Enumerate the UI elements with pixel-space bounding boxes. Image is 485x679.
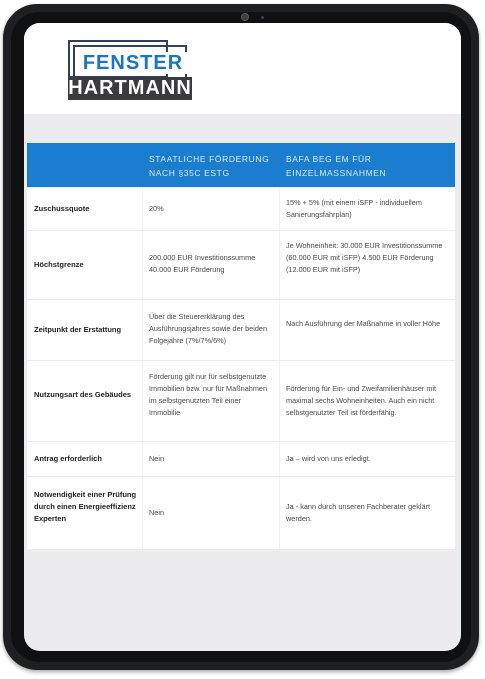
comparison-table xyxy=(27,143,455,549)
logo-line-1: FENSTER xyxy=(76,52,190,74)
column-divider xyxy=(279,300,280,360)
column-divider xyxy=(279,188,280,230)
column-header-2: BAFA BEG EM FÜR EINZELMASSNAHMEN xyxy=(286,154,387,178)
table-header xyxy=(27,143,455,187)
column-divider xyxy=(142,442,143,476)
site-header xyxy=(24,23,461,114)
row-value-1: 20% xyxy=(149,204,164,213)
row-value-2: Je Wohneinheit: 30.000 EUR Investitionssumme (60.000 EUR mit iSFP) 4.500 EUR Förderung (12.000 EUR mit iSFP) xyxy=(286,241,443,274)
tablet-screen xyxy=(24,23,461,651)
table-row xyxy=(27,476,455,549)
column-divider xyxy=(142,188,143,230)
column-divider xyxy=(142,231,143,299)
row-value-1: Förderung gilt nur für selbstgenutzte Immobilien bzw. nur für Maßnahmen im selbstgenutzten Teil einer Immobilie xyxy=(149,372,268,417)
column-divider xyxy=(279,477,280,549)
row-label: Nutzungsart des Gebäudes xyxy=(34,390,132,399)
table-row xyxy=(27,299,455,360)
row-value-1: 200.000 EUR Investitionssumme 40.000 EUR Förderung xyxy=(149,253,256,274)
sensor-icon xyxy=(261,16,264,19)
column-header-1: STAATLICHE FÖRDERUNG NACH §35C ESTG xyxy=(149,154,270,178)
column-divider xyxy=(279,361,280,441)
row-label: Zeitpunkt der Erstattung xyxy=(34,325,122,334)
row-value-1: Nein xyxy=(149,454,165,463)
column-divider xyxy=(279,231,280,299)
row-value-1: Über die Steuererklärung des Ausführungsjahres sowie der beiden Folgejahre (7%/7%/6%) xyxy=(149,312,268,345)
table-row xyxy=(27,230,455,299)
column-divider xyxy=(142,300,143,360)
logo-line-2: HARTMANN xyxy=(68,77,192,99)
row-value-1: Nein xyxy=(149,508,165,517)
row-value-2: Ja - kann durch unseren Fachberater geklärt werden. xyxy=(286,502,430,523)
table-row xyxy=(27,360,455,441)
row-label: Zuschussquote xyxy=(34,204,90,213)
column-divider xyxy=(142,361,143,441)
row-label: Antrag erforderlich xyxy=(34,454,102,463)
column-divider xyxy=(142,477,143,549)
row-value-2: Nach Ausführung der Maßnahme in voller Höhe xyxy=(286,319,441,328)
company-logo[interactable] xyxy=(68,40,196,102)
row-value-2: 15% + 5% (mit einem iSFP - individuellem Sanierungsfahrplan) xyxy=(286,198,422,219)
row-value-2: Ja – wird von uns erledigt. xyxy=(286,454,371,463)
row-label: Höchstgrenze xyxy=(34,260,84,269)
column-divider xyxy=(279,442,280,476)
row-label: Notwendigkeit einer Prüfung durch einen Energieeffizienz Experten xyxy=(34,490,137,523)
table-row xyxy=(27,441,455,476)
row-value-2: Förderung für Ein- und Zweifamilienhäuser mit maximal sechs Wohneinheiten. Auch ein nicht selbstgenutzter Teil ist förderfähig. xyxy=(286,384,437,417)
camera-icon xyxy=(241,13,249,21)
table-row xyxy=(27,187,455,230)
